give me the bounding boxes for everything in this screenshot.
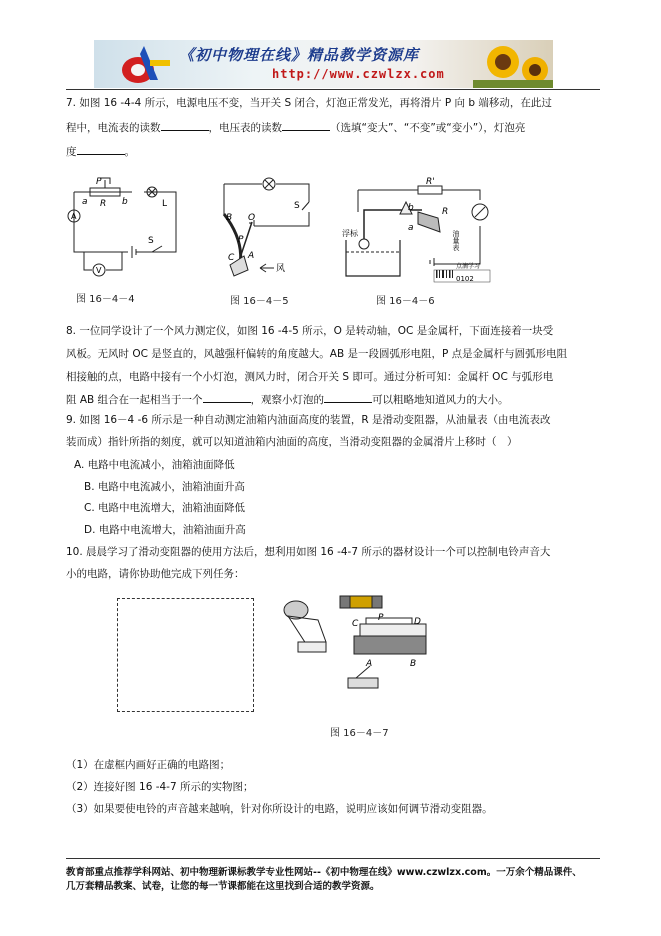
figure-16-4-7 bbox=[270, 590, 430, 710]
footer-rule bbox=[66, 858, 600, 859]
fig2-label-A: A bbox=[248, 251, 255, 261]
q8-blank-2[interactable] bbox=[324, 392, 372, 403]
fig2-label-C: C bbox=[228, 253, 235, 263]
caption-16-4-7: 图 16－4－7 bbox=[330, 728, 389, 739]
q10-line2: 小的电路，请你协助他完成下列任务： bbox=[66, 568, 245, 580]
q7-line1: 7. 如图 16 -4-4 所示，电源电压不变，当开关 S 闭合，灯泡正常发光，再将滑片 P 向 b 端移动，在此过 bbox=[66, 97, 552, 109]
q10-task-2: （2）连接好图 16 -4-7 所示的实物图； bbox=[66, 781, 254, 793]
q10-line1: 10. 晨晨学习了滑动变阻器的使用方法后，想利用如图 16 -4-7 所示的器材设计一个可以控制电铃声音大 bbox=[66, 546, 551, 558]
fig3-label-a: a bbox=[408, 223, 414, 233]
fig4-label-D: D bbox=[414, 617, 421, 627]
fig2-label-wind: 风 bbox=[276, 264, 286, 274]
fig3-label-float: 浮标 bbox=[342, 229, 358, 238]
q7-blank-2[interactable] bbox=[282, 120, 330, 131]
circuit-drawing-box[interactable] bbox=[117, 598, 254, 712]
fig1-label-S: S bbox=[148, 236, 154, 246]
fig3-label-code: 0102 bbox=[456, 275, 474, 283]
q8-line3: 相接触的点，电路中接有一个小灯泡，测风力时，闭合开关 S 即可。通过分析可知：金属杆 OC 与弧形电 bbox=[66, 371, 554, 383]
q9-option-c[interactable]: C. 电路中电流增大，油箱油面降低 bbox=[84, 502, 246, 514]
figure-16-4-4 bbox=[62, 172, 192, 282]
q8-line4: 阻 AB 组合在一起相当于一个 ，观察小灯泡的 可以粗略地知道风力的大小。 bbox=[66, 394, 509, 406]
fig4-label-B: B bbox=[410, 659, 417, 669]
site-logo bbox=[110, 40, 180, 88]
caption-16-4-5: 图 16－4－5 bbox=[230, 296, 289, 307]
q8-blank-1[interactable] bbox=[203, 392, 251, 403]
q7-blank-1[interactable] bbox=[161, 120, 209, 131]
sunflower-image bbox=[473, 40, 553, 88]
q9-line1: 9. 如图 16－4 -6 所示是一种自动测定油箱内油面高度的装置，R 是滑动变阻器，从油量表（由电流表改 bbox=[66, 414, 551, 426]
footer-line2: 几万套精品教案、试卷，让您的每一节课都能在这里找到合适的教学资源。 bbox=[66, 881, 380, 892]
q7-line2: 程中，电流表的读数 ，电压表的读数 （选填“变大”、“不变”或“变小”），灯泡亮 bbox=[66, 122, 526, 134]
fig4-label-C: C bbox=[352, 619, 359, 629]
q7-line3: 度 。 bbox=[66, 146, 135, 158]
fig2-label-B: B bbox=[226, 213, 233, 223]
fig1-label-R: R bbox=[100, 199, 107, 209]
header-banner bbox=[94, 40, 553, 88]
site-title: 《初中物理在线》精品教学资源库 bbox=[179, 46, 420, 64]
fig1-label-V: V bbox=[96, 266, 102, 275]
fig3-label-b: b bbox=[408, 203, 414, 213]
fig1-label-A: A bbox=[71, 212, 77, 221]
fig2-label-S: S bbox=[294, 201, 300, 211]
fig1-label-L: L bbox=[162, 199, 168, 209]
q8-line2: 风板。无风时 OC 是竖直的，风越强杆偏转的角度越大。AB 是一段圆弧形电阻，P 点是金属杆与圆弧形电阻 bbox=[66, 348, 568, 360]
fig4-label-P: P bbox=[378, 613, 384, 623]
q9-line2: 装而成）指针所指的刻度，就可以知道油箱内油面的高度，当滑动变阻器的金属滑片上移时（ ） bbox=[66, 436, 518, 448]
fig2-label-O: O bbox=[248, 213, 256, 223]
fig4-label-A: A bbox=[366, 659, 373, 669]
q10-task-1: （1）在虚框内画好正确的电路图； bbox=[66, 759, 231, 771]
fig3-label-R: R bbox=[442, 207, 449, 217]
fig1-label-a: a bbox=[82, 197, 88, 207]
fig1-label-b: b bbox=[122, 197, 128, 207]
fig1-label-P: P bbox=[96, 177, 102, 187]
caption-16-4-4: 图 16－4－4 bbox=[76, 294, 135, 305]
footer-line1: 教育部重点推荐学科网站、初中物理新课标教学专业性网站--《初中物理在线》www.czwlzx.com。一万余个精品课件、 bbox=[66, 867, 582, 878]
q7-blank-3[interactable] bbox=[77, 144, 125, 155]
figure-16-4-5 bbox=[214, 170, 324, 285]
figure-16-4-6 bbox=[338, 170, 498, 285]
caption-16-4-6: 图 16－4－6 bbox=[376, 296, 435, 307]
q8-line1: 8. 一位同学设计了一个风力测定仪，如图 16 -4-5 所示，O 是转动轴，OC 是金属杆，下面连接着一块受 bbox=[66, 325, 554, 337]
q9-option-a[interactable]: A. 电路中电流减小，油箱油面降低 bbox=[74, 459, 235, 471]
q10-task-3: （3）如果要使电铃的声音越来越响，针对你所设计的电路，说明应该如何调节滑动变阻器。 bbox=[66, 803, 493, 815]
fig2-label-P: P bbox=[238, 235, 244, 245]
q9-option-b[interactable]: B. 电路中电流减小，油箱油面升高 bbox=[84, 481, 245, 493]
fig3-label-gauge: 油量表 bbox=[452, 230, 460, 251]
site-url[interactable]: http://www.czwlzx.com bbox=[272, 67, 445, 81]
q9-option-d[interactable]: D. 电路中电流增大，油箱油面升高 bbox=[84, 524, 246, 536]
fig3-label-Rprime: R' bbox=[426, 177, 435, 187]
header-rule bbox=[66, 89, 600, 90]
fig3-label-brand: 点滴学习 bbox=[456, 263, 481, 270]
